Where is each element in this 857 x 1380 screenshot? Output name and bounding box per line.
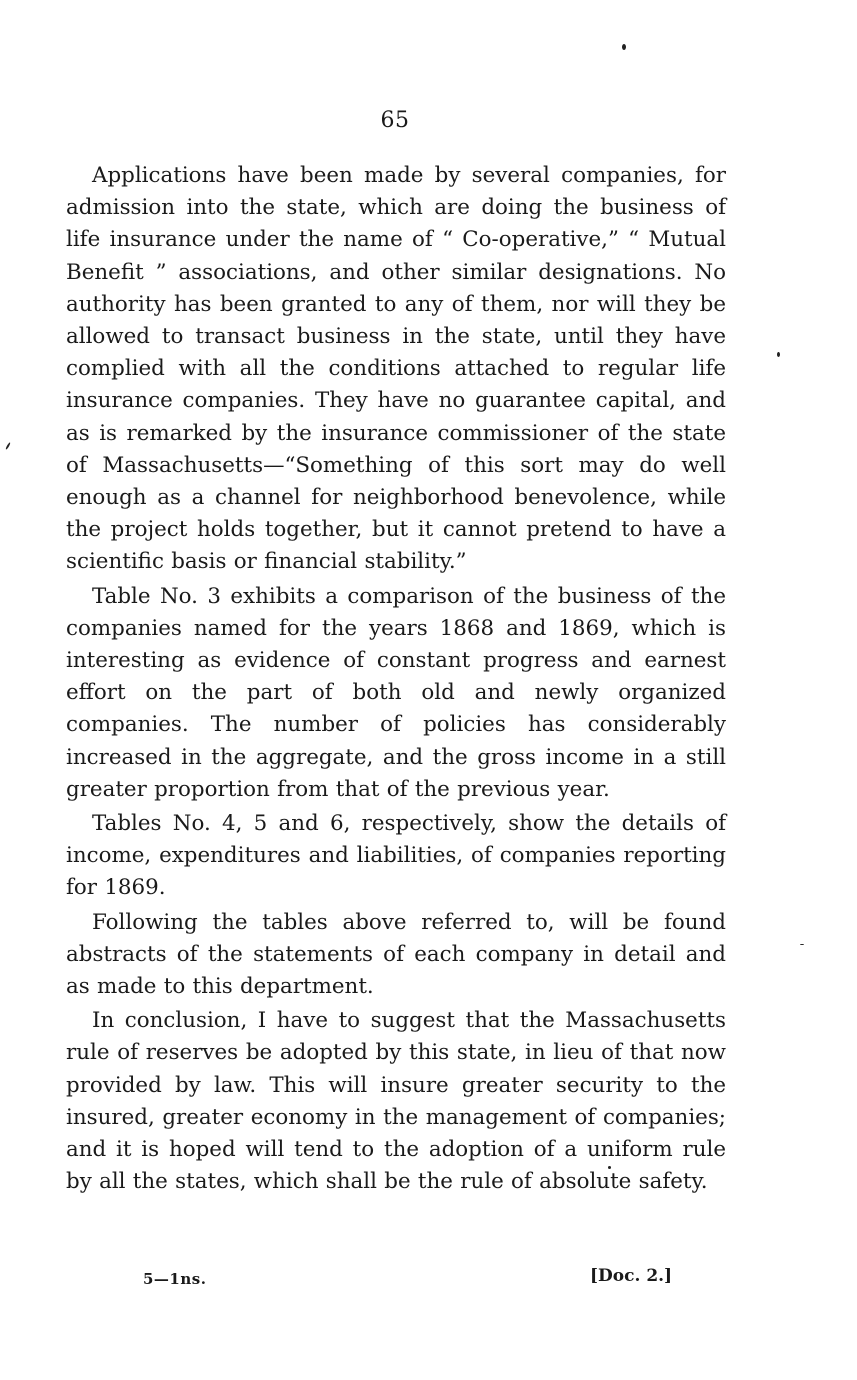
paragraph-conclusion: In conclusion, I have to suggest that the Massachusetts rule of reserves be adopted by this state, in lieu of that now provided by law. This will insure greater security to the insured, greater economy in the management of companies; and it is hoped will tend to the adoption of a uniform rule by all the states, which shall be the rule of absolute safety. — [66, 1008, 726, 1195]
print-speck — [777, 352, 780, 357]
paragraph-table-3: Table No. 3 exhibits a comparison of the business of the companies named for the years 1868 and 1869, which is interesting as evidence of constant progress and earnest effort on the part of both old and newly organized companies. The number of policies has considerably increased in the aggregate, and the gross income in a still greater proportion from that of the previous year. — [66, 583, 726, 802]
footer-signature: 5—1ns. — [143, 1270, 207, 1288]
body-text — [66, 160, 726, 1201]
paragraph-abstracts: Following the tables above referred to, will be found abstracts of the statements of each company in detail and as made to this department. — [66, 909, 726, 1000]
page-number: 65 — [380, 108, 410, 133]
print-speck — [5, 442, 11, 450]
print-speck — [622, 44, 626, 50]
paragraph-tables-4-5-6: Tables No. 4, 5 and 6, respectively, show the details of income, expenditures and liabilities, of companies reporting for 1869. — [66, 811, 726, 901]
print-speck — [608, 1166, 611, 1169]
paragraph-applications: Applications have been made by several companies, for admission into the state, which are doing the business of life insurance under the name of “ Co-operative,” “ Mutual Benefit ” associations, and other similar designations. No authority has been granted to any of them, nor will they be allowed to transact business in the state, until they have complied with all the conditions attached to regular life insurance companies. They have no guarantee capital, and as is remarked by the insurance commissioner of the state of Massachusetts—“Something of this sort may do well enough as a channel for neighborhood benevolence, while the project holds together, but it cannot pretend to have a scientific basis or financial stability.” — [66, 163, 726, 575]
footer-doc-ref: [Doc. 2.] — [590, 1266, 673, 1286]
print-speck — [800, 944, 804, 945]
